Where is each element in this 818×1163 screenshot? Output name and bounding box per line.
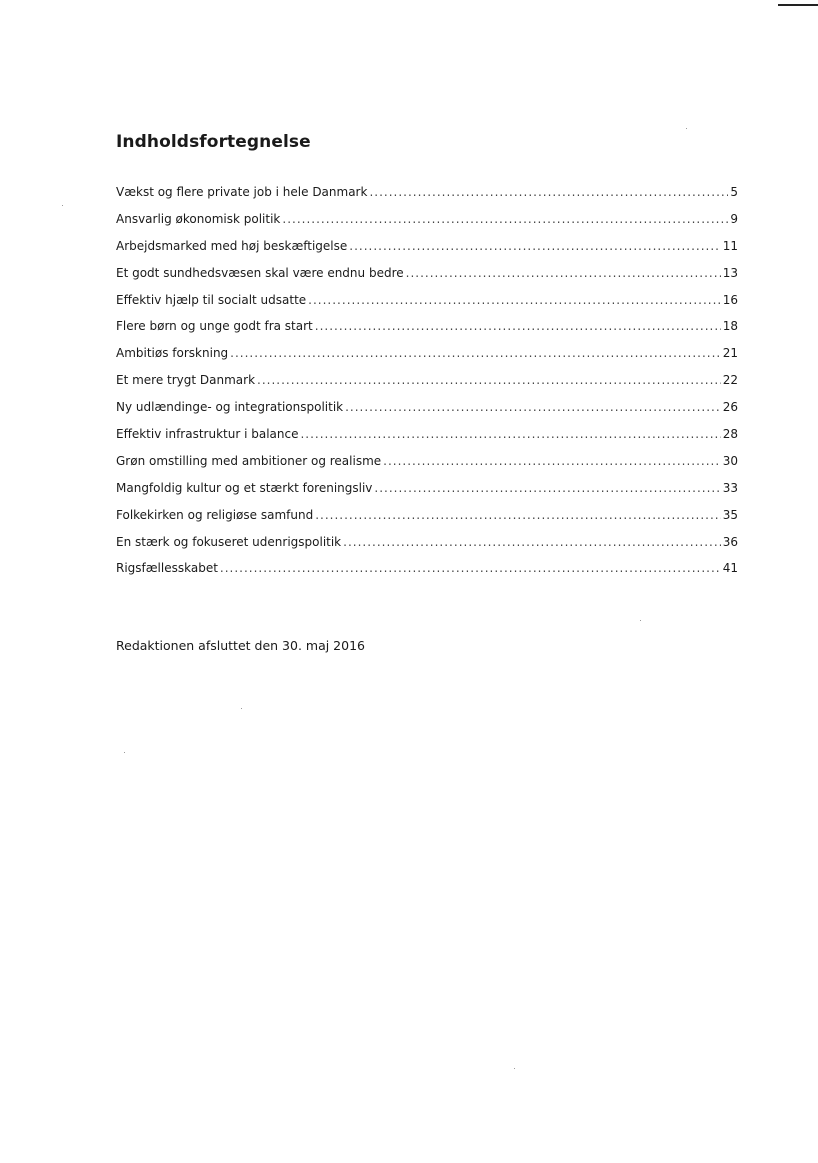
toc-dot-leader [257, 371, 721, 389]
toc-entry-label: Effektiv hjælp til socialt udsatte [116, 292, 307, 307]
toc-entry[interactable] [116, 317, 738, 344]
toc-entry-label: Et mere trygt Danmark [116, 373, 256, 388]
toc-entry-label: Effektiv infrastruktur i balance [116, 427, 299, 442]
toc-entry-page: 9 [730, 211, 738, 226]
toc-entry-page: 33 [722, 480, 738, 495]
toc-entry-label: Mangfoldig kultur og et stærkt foreningsliv [116, 480, 373, 495]
toc-entry[interactable] [116, 183, 738, 210]
toc-entry[interactable] [116, 506, 738, 533]
toc-entry-label: Folkekirken og religiøse samfund [116, 507, 314, 522]
scan-speck [241, 708, 242, 709]
toc-entry-label: Ansvarlig økonomisk politik [116, 211, 281, 226]
scan-speck [640, 620, 641, 621]
toc-entry-page: 5 [730, 185, 738, 199]
toc-entry-page: 13 [722, 265, 738, 280]
toc-dot-leader [300, 425, 720, 443]
toc-entry[interactable] [116, 291, 738, 318]
toc-dot-leader [230, 344, 721, 362]
toc-entry-page: 26 [722, 400, 738, 415]
toc-entry-label: Ambitiøs forskning [116, 346, 229, 361]
toc-entry-label: Et godt sundhedsvæsen skal være endnu bedre [116, 265, 404, 280]
toc-dot-leader [349, 237, 720, 255]
toc-dot-leader [315, 317, 721, 335]
toc-entry[interactable] [116, 210, 738, 237]
scan-speck [686, 128, 687, 129]
toc-dot-leader [406, 264, 721, 282]
toc-entry-page: 35 [722, 507, 738, 522]
toc-entry-page: 28 [722, 427, 738, 442]
toc-dot-leader [308, 291, 721, 309]
toc-dot-leader [282, 210, 728, 228]
toc-dot-leader [343, 533, 721, 551]
toc-dot-leader [220, 559, 721, 577]
toc-dot-leader [369, 183, 728, 201]
toc-entry-page: 11 [722, 238, 738, 253]
toc-entry-page: 36 [722, 534, 738, 549]
toc-title: Indholdsfortegnelse [116, 132, 311, 152]
toc-entry[interactable] [116, 533, 738, 560]
toc-list [116, 183, 738, 586]
toc-dot-leader [383, 452, 721, 470]
toc-entry[interactable] [116, 559, 738, 586]
toc-entry[interactable] [116, 264, 738, 291]
scan-edge-rule [778, 4, 818, 6]
toc-entry-page: 16 [722, 292, 738, 307]
toc-entry[interactable] [116, 398, 738, 425]
toc-entry-page: 18 [722, 319, 738, 334]
toc-entry-label: Flere børn og unge godt fra start [116, 319, 313, 334]
toc-entry-page: 22 [722, 373, 738, 388]
scan-speck [514, 1068, 515, 1069]
toc-entry-label: Vækst og flere private job i hele Danmark [116, 185, 368, 199]
toc-entry-page: 21 [722, 346, 738, 361]
toc-entry[interactable] [116, 425, 738, 452]
editorial-closing-note: Redaktionen afsluttet den 30. maj 2016 [116, 638, 365, 653]
toc-entry[interactable] [116, 479, 738, 506]
toc-entry[interactable] [116, 344, 738, 371]
toc-entry-page: 30 [722, 453, 738, 468]
toc-entry[interactable] [116, 452, 738, 479]
toc-dot-leader [374, 479, 720, 497]
scan-speck [62, 205, 63, 206]
toc-entry[interactable] [116, 237, 738, 264]
toc-dot-leader [315, 506, 721, 524]
toc-dot-leader [345, 398, 721, 416]
scan-speck [124, 752, 125, 753]
toc-entry-label: Arbejdsmarked med høj beskæftigelse [116, 238, 348, 253]
toc-entry[interactable] [116, 371, 738, 398]
toc-entry-page: 41 [722, 561, 738, 576]
toc-entry-label: Grøn omstilling med ambitioner og realisme [116, 453, 382, 468]
toc-entry-label: Rigsfællesskabet [116, 561, 218, 576]
toc-entry-label: En stærk og fokuseret udenrigspolitik [116, 534, 342, 549]
toc-entry-label: Ny udlændinge- og integrationspolitik [116, 400, 344, 415]
